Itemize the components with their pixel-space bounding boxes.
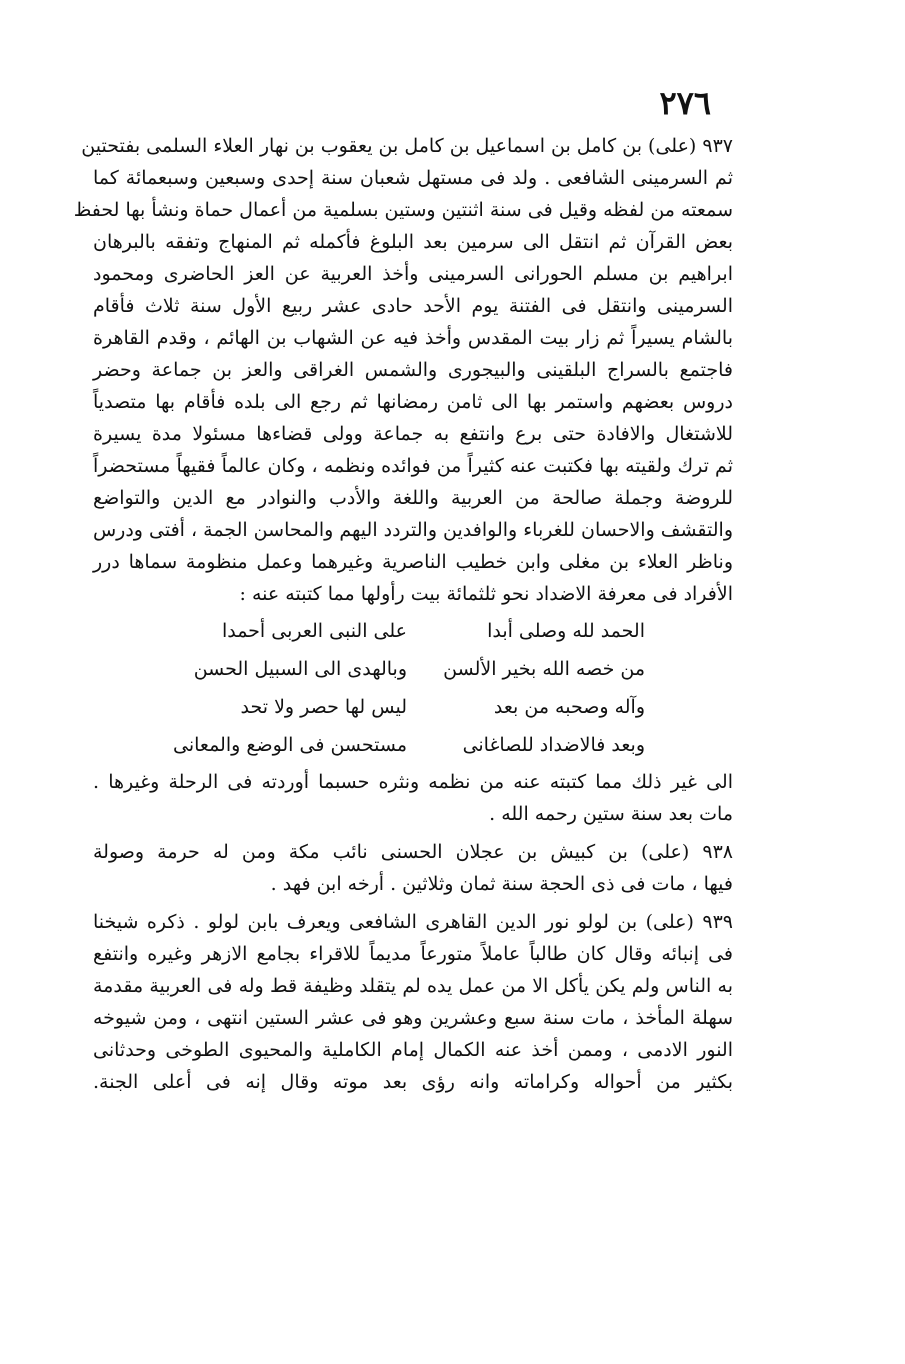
hemistich-first: الحمد لله وصلى أبدا [487, 620, 645, 642]
poem [172, 612, 645, 764]
text-line: مات بعد سنة ستين رحمه الله . [489, 803, 733, 825]
hemistich-first: وآله وصحبه من بعد [493, 696, 645, 718]
text-line: الى غير ذلك مما كتبته عنه من نظمه ونثره حسبما أوردته فى الرحلة وغيرها . [93, 771, 733, 793]
text-line: بعض القرآن ثم انتقل الى سرمين بعد البلوغ فأكمله ثم المنهاج وتفقه بالبرهان [93, 231, 733, 253]
hemistich-second: ليس لها حصر ولا تحد [240, 696, 407, 718]
hemistich-second: على النبى العربى أحمدا [221, 620, 407, 642]
text-line: وناظر العلاء بن مغلى وابن خطيب الناصرية وغيرهما وعمل منظومة سماها درر [93, 551, 733, 573]
hemistich-first: وبعد فالاضداد للصاغانى [462, 734, 645, 756]
text-line: به الناس ولم يكن يأكل الا من عمل يده لم يتقلد وظيفة قط وله فى العربية مقدمة [93, 975, 733, 997]
text-line: ٩٣٩ (على) بن لولو نور الدين القاهرى الشافعى ويعرف بابن لولو . ذكره شيخنا [93, 911, 733, 933]
text-line: فيها ، مات فى ذى الحجة سنة ثمان وثلاثين . أرخه ابن فهد . [270, 873, 733, 895]
text-line: فاجتمع بالسراج البلقينى والبيجورى والشمس الغراقى والعز بن جماعة وحضر [93, 359, 733, 381]
text-line: ثم السرمينى الشافعى . ولد فى مستهل شعبان سنة إحدى وسبعين وسبعمائة كما [93, 167, 733, 189]
text-line: الأفراد فى معرفة الاضداد نحو ثلثمائة بيت رأولها مما كتبته عنه : [239, 583, 733, 605]
text-line: سهلة المأخذ ، مات سنة سبع وعشرين وهو فى عشر الستين انتهى ، ومن شيوخه [93, 1007, 733, 1029]
text-line: بالشام يسيراً ثم زار بيت المقدس وأخذ فيه عن الشهاب بن الهائم ، وقدم القاهرة [93, 327, 733, 349]
text-line: السرمينى وانتقل فى الفتنة يوم الأحد حادى عشر ربيع الأول سنة ثلاث فأقام [93, 295, 733, 317]
text-line: والتقشف والاحسان للغرباء والوافدين والتردد اليهم والمحاسن الجمة ، أفتى ودرس [92, 519, 733, 541]
text-line: ثم ترك ولقيته بها فكتبت عنه كثيراً من فوائده ونظمه ، وكان عالماً فقيهاً مستحضراً [93, 455, 733, 477]
hemistich-first: من خصه الله بخير الألسن [443, 658, 645, 680]
text-line: ٩٣٧ (على) بن كامل بن اسماعيل بن كامل بن يعقوب بن نهار العلاء السلمى بفتحتين [81, 135, 733, 157]
entry-937 [73, 130, 733, 830]
text-line: بكثير من أحواله وكراماته وانه رؤى بعد موته وقال إنه فى أعلى الجنة. [93, 1071, 733, 1093]
text-line: فى إنبائه وقال كان طالباً عاملاً متورعاً مديماً للاقراء بجامع الازهر وغيره وانتفع [93, 943, 733, 965]
text-line: دروس بعضهم واستمر بها الى ثامن رمضانها ثم رجع الى بلده فأقام بها متصدياً [93, 391, 733, 413]
page-number: ٢٧٦ [659, 84, 711, 122]
text-line: للاشتغال والافادة حتى برع وانتفع به جماعة وولى قضاءها مسئولا مدة يسيرة [93, 423, 733, 445]
poem-verse [193, 650, 645, 688]
entry-938 [93, 836, 733, 900]
text-line: النور الادمى ، وممن أخذ عنه الكمال إمام الكاملية والمحيوى الطوخى وحدثانى [93, 1039, 733, 1061]
text-line: ٩٣٨ (على) بن كبيش بن عجلان الحسنى نائب مكة ومن له حرمة وصولة [93, 841, 733, 863]
poem-verse [172, 726, 645, 764]
text-line: سمعته من لفظه وقيل فى سنة اثنتين وستين بسلمية من أعمال حماة ونشأ بها لحفظ [73, 199, 733, 221]
text-line: ابراهيم بن مسلم الحورانى السرمينى وأخذ العربية عن العز الحاضرى ومحمود [93, 263, 733, 285]
poem-verse [197, 612, 645, 650]
poem-verse [197, 688, 645, 726]
entry-939 [93, 906, 733, 1098]
hemistich-second: وبالهدى الى السبيل الحسن [193, 658, 407, 680]
body-text [73, 130, 733, 1104]
text-line: للروضة وجملة صالحة من العربية واللغة والأدب والنوادر مع الدين والتواضع [93, 487, 733, 509]
hemistich-second: مستحسن فى الوضع والمعانى [172, 734, 407, 756]
